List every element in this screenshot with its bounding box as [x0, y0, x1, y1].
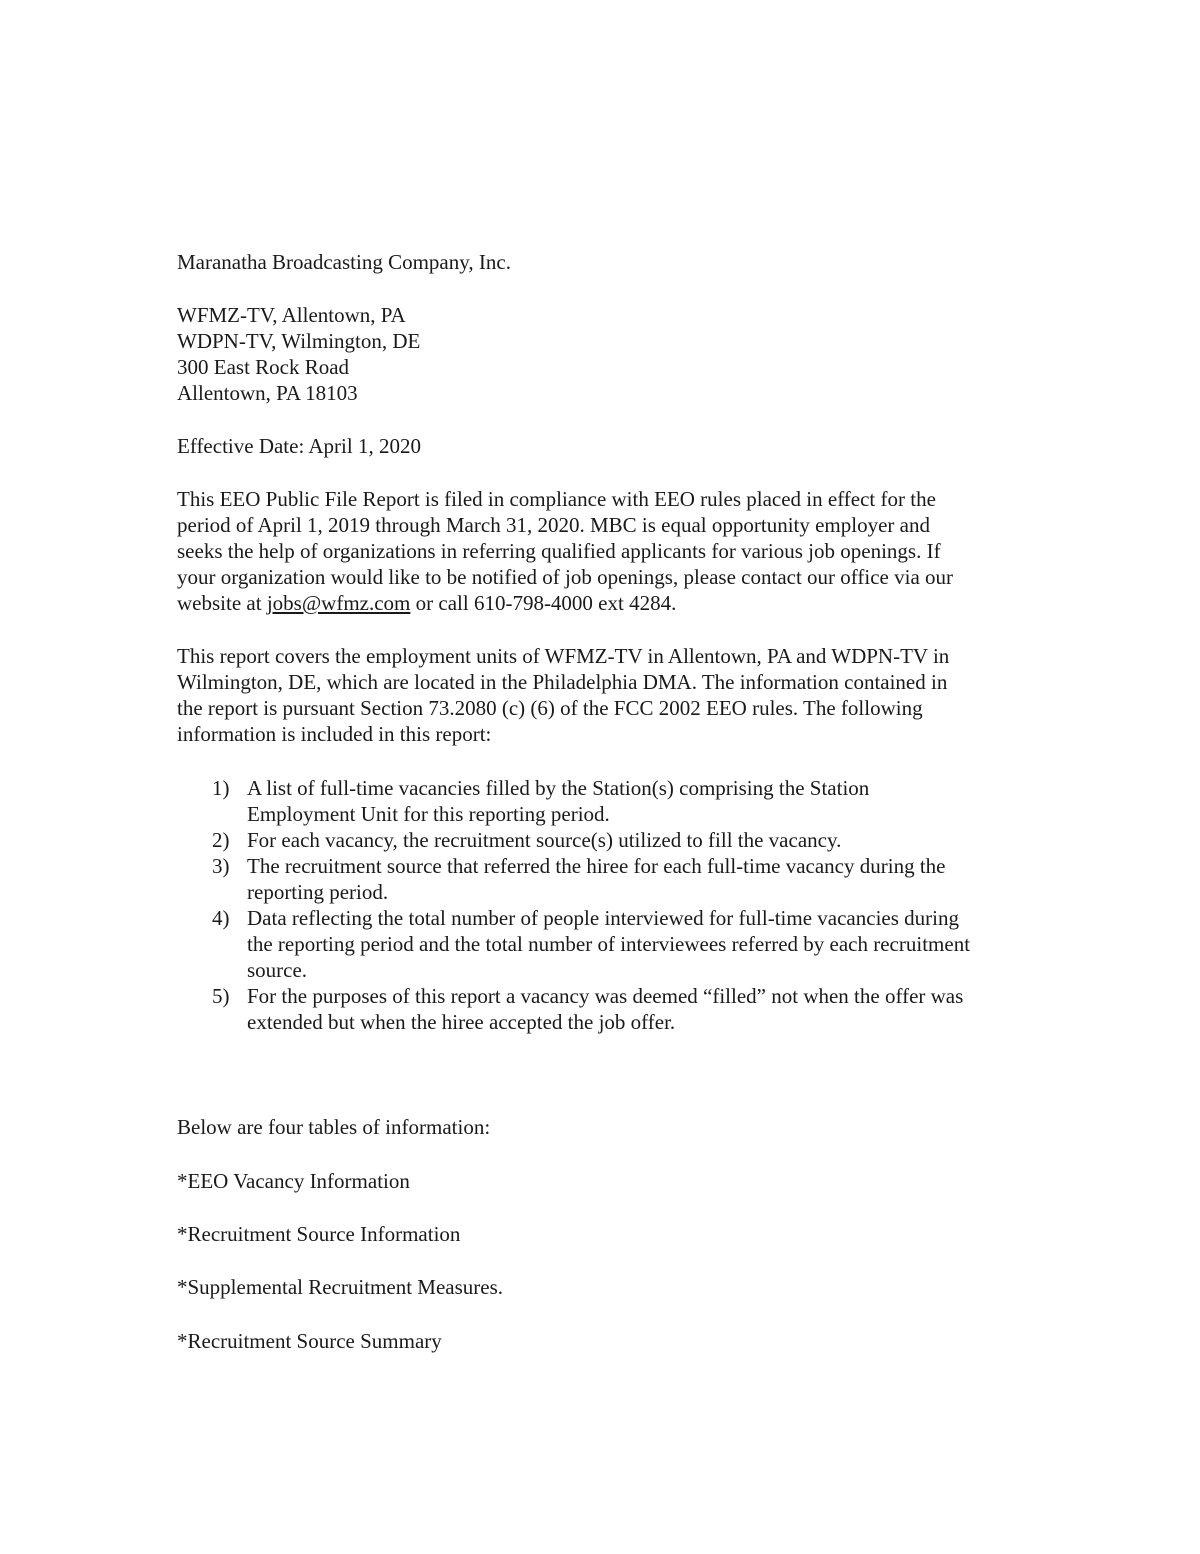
intro-line: your organization would like to be notified of job openings, please contact our office via our [177, 565, 954, 589]
list-item-number: 4) [212, 906, 230, 930]
list-item [177, 983, 1057, 1035]
list-item [177, 775, 1057, 827]
list-item-text [247, 853, 1057, 905]
report-contents-list [177, 775, 1057, 1035]
coverage-line: the report is pursuant Section 73.2080 (c) (6) of the FCC 2002 EEO rules. The following [177, 696, 923, 720]
effective-date: Effective Date: April 1, 2020 [177, 434, 421, 458]
list-item-number: 1) [212, 776, 230, 800]
list-item-line: Data reflecting the total number of people interviewed for full-time vacancies during [247, 906, 959, 930]
coverage-line: This report covers the employment units of WFMZ-TV in Allentown, PA and WDPN-TV in [177, 644, 950, 668]
list-item [177, 827, 1057, 853]
list-item-line: A list of full-time vacancies filled by the Station(s) comprising the Station [247, 776, 870, 800]
list-item-text [247, 983, 1057, 1035]
station-wdpn: WDPN-TV, Wilmington, DE [177, 329, 421, 353]
intro-suffix: or call 610-798-4000 ext 4284. [410, 591, 677, 615]
intro-line: This EEO Public File Report is filed in compliance with EEO rules placed in effect for the [177, 487, 936, 511]
company-name: Maranatha Broadcasting Company, Inc. [177, 250, 511, 274]
list-item [177, 905, 1057, 983]
table-name-vacancy: *EEO Vacancy Information [177, 1169, 410, 1193]
intro-prefix: website at [177, 591, 267, 615]
address-street: 300 East Rock Road [177, 355, 350, 379]
coverage-paragraph [177, 643, 1037, 747]
list-item-line: the reporting period and the total number of interviewees referred by each recruitment [247, 932, 971, 956]
intro-line-contact [177, 590, 1037, 616]
list-item-line: For the purposes of this report a vacancy was deemed “filled” not when the offer was [247, 984, 964, 1008]
list-item-number: 2) [212, 828, 230, 852]
list-item-line: For each vacancy, the recruitment source(s) utilized to fill the vacancy. [247, 828, 842, 852]
station-wfmz: WFMZ-TV, Allentown, PA [177, 303, 406, 327]
coverage-line: Wilmington, DE, which are located in the Philadelphia DMA. The information contained in [177, 670, 948, 694]
list-item-text [247, 775, 1057, 827]
list-item-text [247, 827, 1057, 853]
intro-paragraph [177, 486, 1037, 616]
intro-line: seeks the help of organizations in referring qualified applicants for various job openings. If [177, 539, 941, 563]
list-item-line: Employment Unit for this reporting period. [247, 802, 610, 826]
list-item-number: 3) [212, 854, 230, 878]
list-item-text [247, 905, 1057, 983]
address-city: Allentown, PA 18103 [177, 381, 358, 405]
list-item-line: The recruitment source that referred the hiree for each full-time vacancy during the [247, 854, 946, 878]
list-item-number: 5) [212, 984, 230, 1008]
list-item [177, 853, 1057, 905]
coverage-line: information is included in this report: [177, 722, 492, 746]
jobs-email-link[interactable]: jobs@wfmz.com [266, 591, 411, 615]
list-item-line: source. [247, 958, 308, 982]
table-name-supplemental: *Supplemental Recruitment Measures. [177, 1275, 504, 1299]
list-item-line: reporting period. [247, 880, 389, 904]
tables-intro: Below are four tables of information: [177, 1115, 491, 1139]
list-item-line: extended but when the hiree accepted the job offer. [247, 1010, 676, 1034]
table-name-summary: *Recruitment Source Summary [177, 1329, 442, 1353]
table-name-recruitment-source: *Recruitment Source Information [177, 1222, 461, 1246]
intro-line: period of April 1, 2019 through March 31, 2020. MBC is equal opportunity employer and [177, 513, 930, 537]
